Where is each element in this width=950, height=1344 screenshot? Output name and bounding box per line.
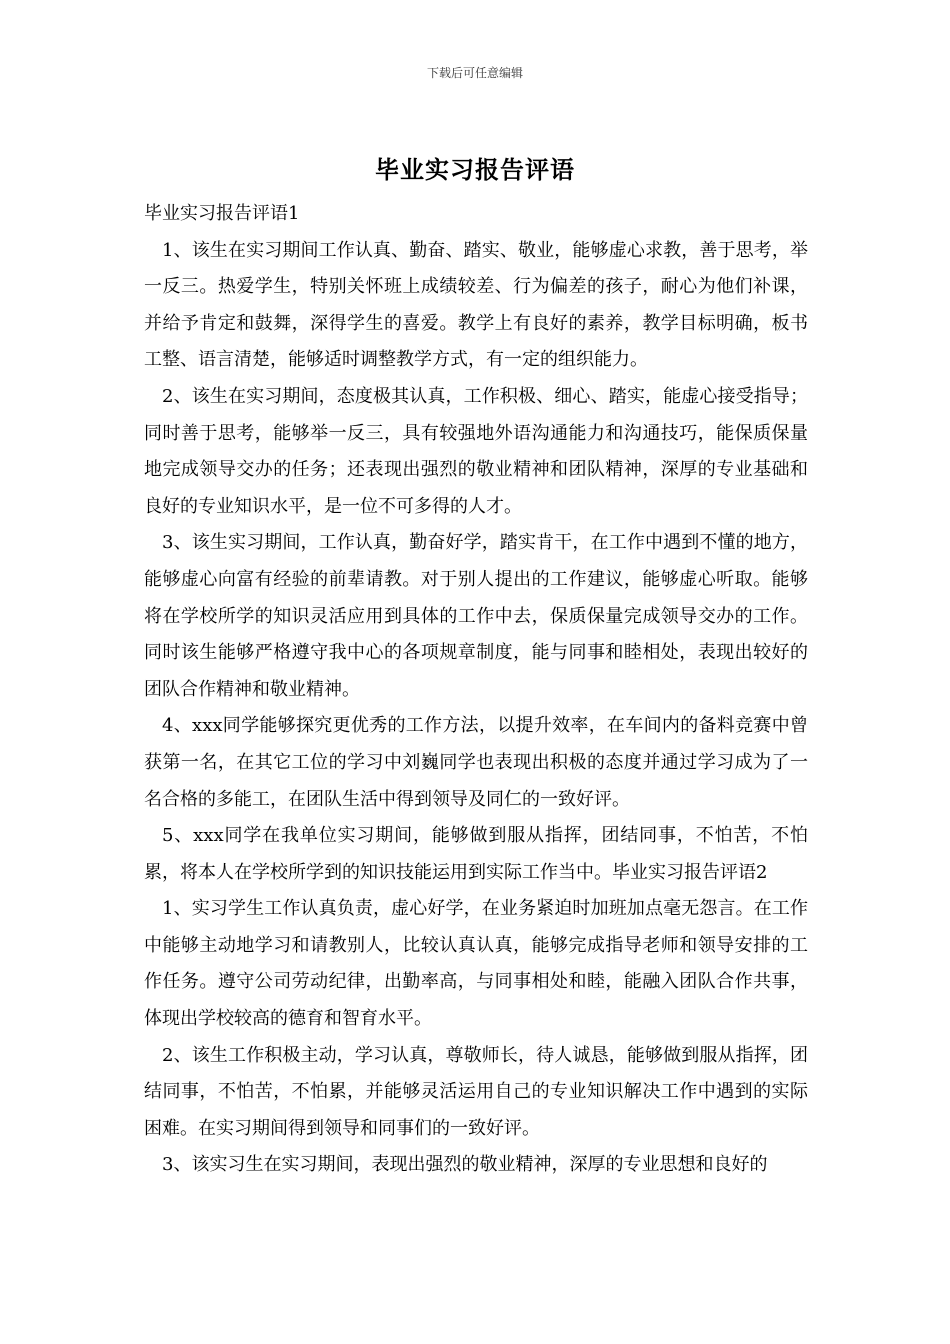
document-title: 毕业实习报告评语 (375, 155, 575, 184)
paragraph: 2、该生工作积极主动，学习认真，尊敬师长，待人诚恳，能够做到服从指挥，团结同事，不怕苦，不怕累，并能够灵活运用自己的专业知识解决工作中遇到的实际困难。在实习期间得到领导和同事们的一致好评。 (144, 1044, 808, 1139)
header-note: 下载后可任意编辑 (426, 66, 523, 80)
paragraph: 3、该生实习期间，工作认真，勤奋好学，踏实肯干，在工作中遇到不懂的地方，能够虚心向富有经验的前辈请教。对于别人提出的工作建议，能够虚心听取。能够将在学校所学的知识灵活应用到具体的工作中去，保质保量完成领导交办的工作。同时该生能够严格遵守我中心的各项规章制度，能与同事和睦相处，表现出较好的团队合作精神和敬业精神。 (144, 532, 808, 700)
paragraph: 5、xxx同学在我单位实习期间，能够做到服从指挥，团结同事，不怕苦，不怕累，将本人在学校所学到的知识技能运用到实际工作当中。毕业实习报告评语2 (144, 825, 808, 883)
paragraph: 2、该生在实习期间，态度极其认真，工作积极、细心、踏实，能虚心接受指导；同时善于思考，能够举一反三，具有较强地外语沟通能力和沟通技巧，能保质保量地完成领导交办的任务；还表现出强烈的敬业精神和团队精神，深厚的专业基础和良好的专业知识水平，是一位不可多得的人才。 (144, 385, 808, 517)
paragraph: 3、该实习生在实习期间，表现出强烈的敬业精神，深厚的专业思想和良好的 (162, 1154, 768, 1176)
document-body (144, 196, 808, 1184)
paragraph: 1、该生在实习期间工作认真、勤奋、踏实、敬业，能够虚心求教，善于思考，举一反三。热爱学生，特别关怀班上成绩较差、行为偏差的孩子，耐心为他们补课，并给予肯定和鼓舞，深得学生的喜爱。教学上有良好的素养，教学目标明确，板书工整、语言清楚，能够适时调整教学方式，有一定的组织能力。 (144, 239, 808, 371)
paragraph: 4、xxx同学能够探究更优秀的工作方法，以提升效率，在车间内的备料竞赛中曾获第一名，在其它工位的学习中刘巍同学也表现出积极的态度并通过学习成为了一名合格的多能工，在团队生活中得到领导及同仁的一致好评。 (144, 715, 808, 810)
paragraph: 1、实习学生工作认真负责，虚心好学，在业务紧迫时加班加点毫无怨言。在工作中能够主动地学习和请教别人，比较认真认真，能够完成指导老师和领导安排的工作任务。遵守公司劳动纪律，出勤率高，与同事相处和睦，能融入团队合作共事，体现出学校较高的德育和智育水平。 (144, 898, 808, 1030)
section-heading: 毕业实习报告评语1 (144, 203, 300, 224)
